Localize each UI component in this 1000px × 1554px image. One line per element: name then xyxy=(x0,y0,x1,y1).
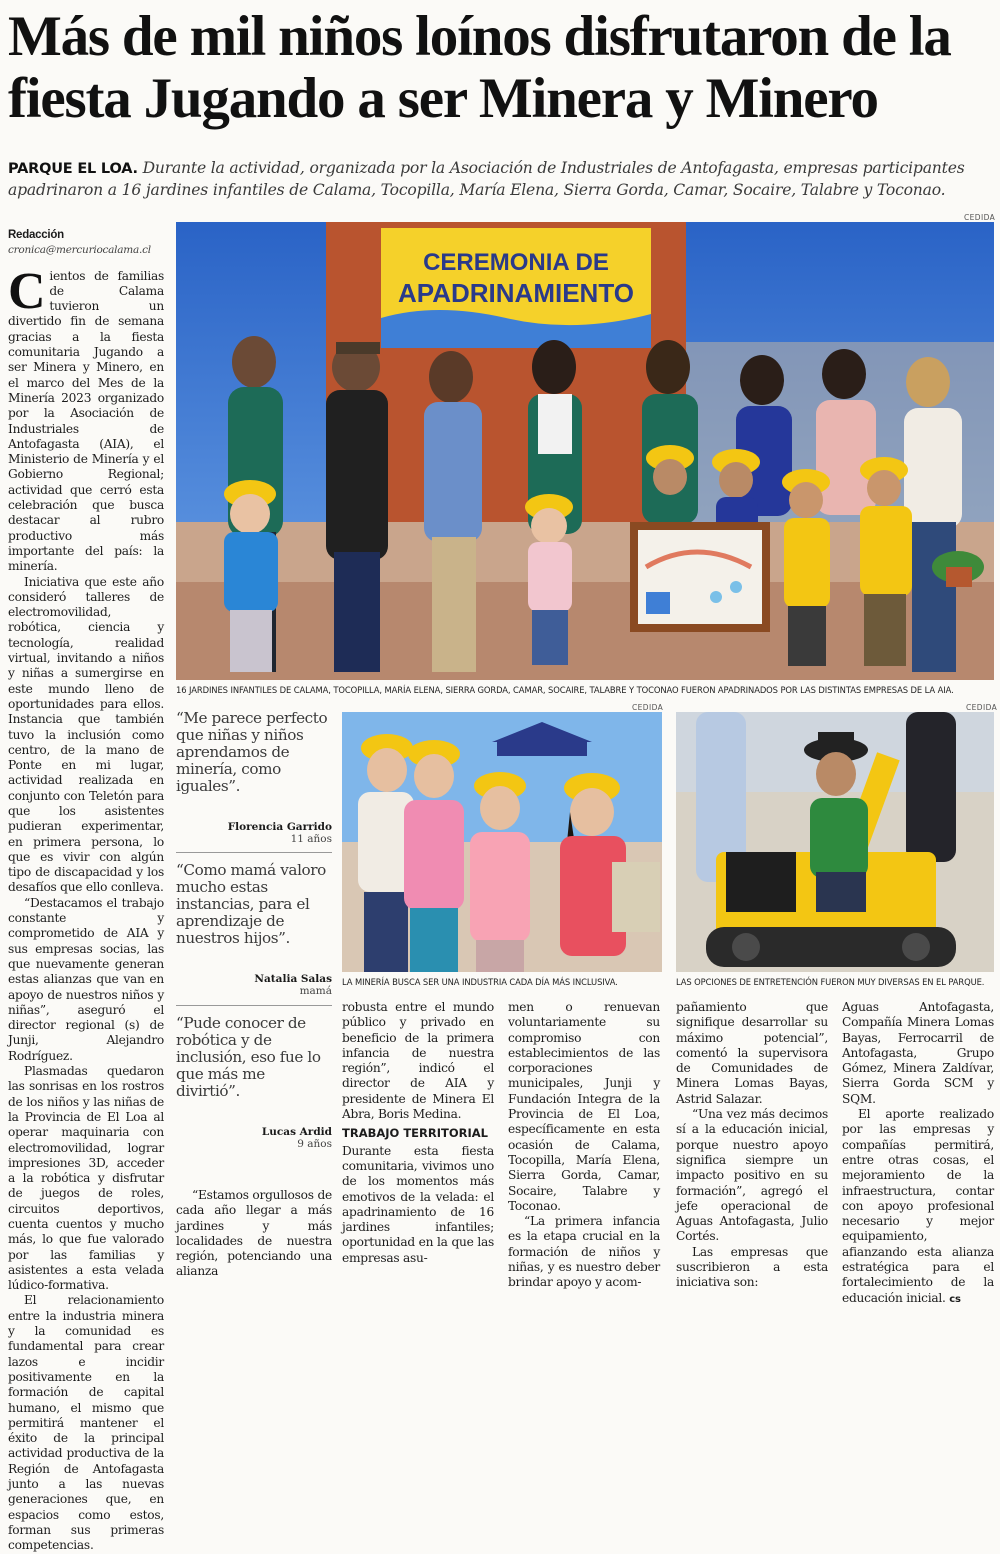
boy-photo-caption: LAS OPCIONES DE ENTRETENCIÓN FUERON MUY DIVERSAS EN EL PARQUE. xyxy=(676,977,985,987)
body-paragraph: El relacionamiento entre la industria minera y la comunidad es fundamental para crear lazos e incidir positivamente en la formación de capital humano, el mismo que permitirá mantener el éxito de la principal actividad productiva de la Región de Antofagasta junto a las nuevas generaciones que, en espacios como estos, forman sus primeras competencias. xyxy=(8,1293,164,1553)
body-paragraph: “Una vez más decimos sí a la educación inicial, porque nuestro apoyo significa siempre un impacto positivo en su formación”, agregó el jefe operacional de Aguas Antofagasta, Julio Cortés. xyxy=(676,1107,828,1244)
divider xyxy=(176,852,332,853)
framed-drawing xyxy=(630,522,770,632)
byline-author: Redacción xyxy=(8,229,64,241)
drop-cap: C xyxy=(8,262,46,320)
photo-credit: CEDIDA xyxy=(632,703,664,712)
girls-photo-illustration xyxy=(342,712,662,972)
body-paragraph: Plasmadas quedaron las sonrisas en los rostros de los niños y las niñas de la Provincia de El Loa al operar maquinaria con electromovilidad, lograr impresiones 3D, acceder a la robótica y disfrutar de juegos de roles, circuitos deportivos, cuenta cuentos y mucho más, lo que fue valorado por las familias y asistentes a esta velada lúdico-formativa. xyxy=(8,1064,164,1293)
svg-text:CEREMONIA DE: CEREMONIA DE xyxy=(423,249,609,276)
section-subhead: TRABAJO TERRITORIAL xyxy=(342,1126,488,1141)
article-column-5 xyxy=(676,1000,828,1291)
article-column-4 xyxy=(508,1000,660,1291)
quote-name: Florencia Garrido xyxy=(227,821,332,833)
pull-quote xyxy=(176,862,332,997)
body-paragraph: El aporte realizado por las empresas y compañías permitirá, entre otras cosas, el mejoramiento de la infraestructura, contar con apoyo profesional necesario y mejor equipamiento, afianzando esta alianza estratégica para el fortalecimiento de la educación inicial. cs xyxy=(842,1107,994,1305)
end-mark: cs xyxy=(949,1293,961,1305)
article-column-1 xyxy=(8,228,164,1554)
body-paragraph: Iniciativa que este año consideró talleres de electromovilidad, robótica, ciencia y tecnología, realidad virtual, invitando a niños y niñas a sumergirse en este mundo lleno de oportunidades para ellos. Instancia que también tuvo la inclusión como centro, de la mano de Ponte en mi lugar, actividad realizada en conjunto con Teletón para que los asistentes pudieran experimentar, en primera persona, lo que es vivir con algún tipo de discapacidad y los desafíos que ello conlleva. xyxy=(8,574,164,895)
boy-photo-illustration xyxy=(676,712,994,972)
divider xyxy=(176,1005,332,1006)
quote-role: mamá xyxy=(299,985,332,997)
byline-email: cronica@mercuriocalama.cl xyxy=(8,244,151,257)
body-paragraph: “Estamos orgullosos de cada año llegar a más jardines y más localidades de nuestra región, potenciando una alianza xyxy=(176,1188,332,1279)
article-column-2 xyxy=(176,1188,332,1280)
body-paragraph: Aguas Antofagasta, Compañía Minera Lomas Bayas, Ferrocarril de Antofagasta, Grupo Gómez, Minera Zaldívar, Sierra Gorda SCM y SQM. xyxy=(842,1000,994,1106)
body-paragraph: “Destacamos el trabajo constante y comprometido de AIA y sus empresas socias, las que nuevamente generan estas alianzas que van en apoyo de nuestros niños y niñas”, aseguró el director regional (s) de Junji, Alejandro Rodríguez. xyxy=(8,895,164,1063)
article-column-3 xyxy=(342,1000,494,1266)
pull-quote xyxy=(176,710,332,845)
photo-credit: CEDIDA xyxy=(964,213,996,222)
quote-text: “Como mamá valoro mucho estas instancias, para el aprendizaje de nuestros hijos”. xyxy=(176,861,326,947)
quote-name: Natalia Salas xyxy=(254,973,332,985)
lead-kicker: PARQUE EL LOA. xyxy=(8,161,138,177)
pull-quote xyxy=(176,1015,332,1150)
headline: Más de mil niños loínos disfrutaron de la fiesta Jugando a ser Minera y Minero xyxy=(8,5,951,130)
main-photo xyxy=(176,222,994,680)
body-paragraph: “La primera infancia es la etapa crucial en la formación de niños y niñas, y es nuestro deber brindar apoyo y acom- xyxy=(508,1214,660,1290)
main-photo-caption: 16 JARDINES INFANTILES DE CALAMA, TOCOPILLA, MARÍA ELENA, SIERRA GORDA, CAMAR, SOCAIRE, TALABRE Y TOCONAO FUERON APADRINADOS POR LAS DISTINTAS EMPRESAS DE LA AIA. xyxy=(176,685,954,695)
girls-photo xyxy=(342,712,662,972)
quote-role: 11 años xyxy=(290,833,332,845)
body-paragraph: Durante esta fiesta comunitaria, vivimos uno de los momentos más emotivos de la velada: el apadrinamiento de 16 jardines infantiles; oportunidad en la que las empresas asu- xyxy=(342,1143,494,1265)
lead-paragraph xyxy=(8,158,992,201)
girls-photo-caption: LA MINERÍA BUSCA SER UNA INDUSTRIA CADA DÍA MÁS INCLUSIVA. xyxy=(342,977,618,987)
boy-photo xyxy=(676,712,994,972)
body-paragraph: men o renuevan voluntariamente su compromiso con establecimientos de las corporaciones municipales, Junji y Fundación Integra de la Provincia de El Loa, específicamente en esta ocasión de Calama, Tocopilla, María Elena, Sierra Gorda, Camar, Socaire, Talabre y Toconao. xyxy=(508,1000,660,1213)
quote-name: Lucas Ardid xyxy=(261,1126,332,1138)
body-paragraph: robusta entre el mundo público y privado en beneficio de la primera infancia de nuestra región”, indicó el director de AIA y presidente de Minera El Abra, Boris Medina. xyxy=(342,1000,494,1122)
ceremony-photo-illustration xyxy=(176,222,994,680)
photo-credit: CEDIDA xyxy=(966,703,998,712)
body-paragraph: Las empresas que suscribieron a esta iniciativa son: xyxy=(676,1244,828,1290)
article-column-6 xyxy=(842,1000,994,1307)
body-paragraph: Cientos de familias de Calama tuvieron un divertido fin de semana gracias a la fiesta comunitaria Jugando a ser Minera y Minero, en el marco del Mes de la Minería 2023 organizado por la Asociación de Industriales de Antofagasta (AIA), el Ministerio de Minería y el Gobierno Regional; actividad que cerró esta celebración que busca destacar al rubro productivo más importante del país: la minería. xyxy=(8,262,164,574)
ceremony-banner xyxy=(381,228,651,348)
quote-text: “Pude conocer de robótica y de inclusión, eso fue lo que más me divirtió”. xyxy=(176,1014,321,1100)
body-paragraph: pañamiento que signifique desarrollar su máximo potencial”, comentó la supervisora de Comunidades de Minera Lomas Bayas, Astrid Salazar. xyxy=(676,1000,828,1106)
quote-text: “Me parece perfecto que niñas y niños aprendamos de minería, como iguales”. xyxy=(176,709,328,795)
quote-role: 9 años xyxy=(297,1138,332,1150)
svg-text:APADRINAMIENTO: APADRINAMIENTO xyxy=(398,278,634,308)
lead-text: Durante la actividad, organizada por la Asociación de Industriales de Antofagasta, empresas participantes apadrinaron a 16 jardines infantiles de Calama, Tocopilla, María Elena, Sierra Gorda, Camar, Socaire, Talabre y Toconao. xyxy=(8,159,965,199)
